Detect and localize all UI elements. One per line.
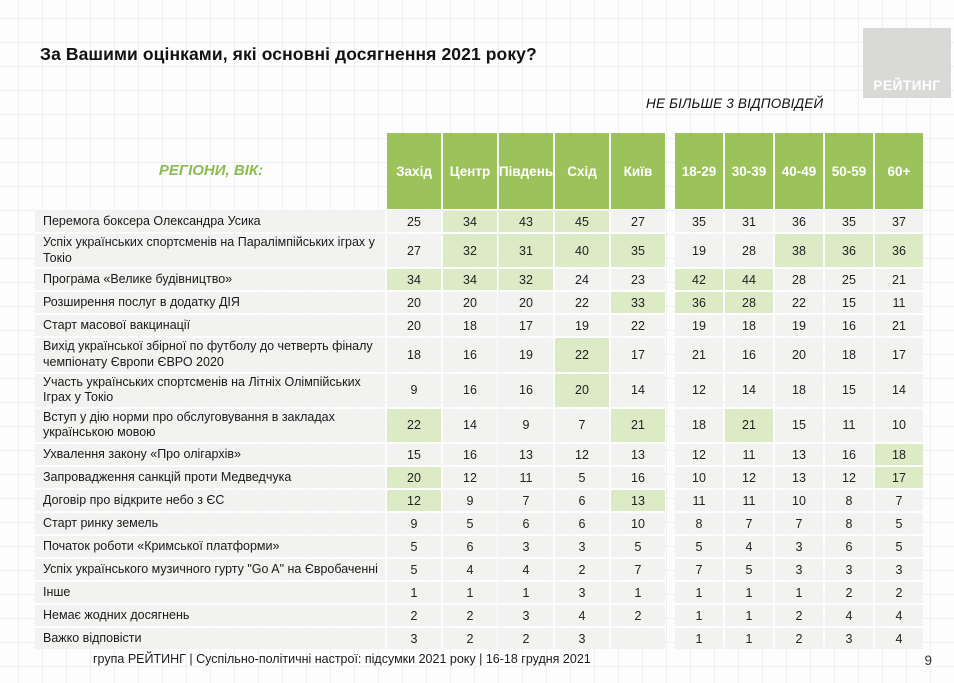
value-cell: 15 [825, 292, 873, 313]
row-label: Запровадження санкцій проти Медведчука [35, 467, 385, 488]
value-cell: 12 [555, 444, 609, 465]
rating-logo [863, 28, 951, 98]
value-cell: 3 [825, 628, 873, 649]
row-label: Успіх українського музичного гурту "Go A" на Євробаченні [35, 559, 385, 580]
value-cell: 20 [499, 292, 553, 313]
table-row [35, 374, 923, 407]
value-cell: 36 [825, 234, 873, 267]
column-group-gap [667, 269, 673, 290]
column-group-gap [667, 133, 673, 209]
value-cell: 4 [443, 559, 497, 580]
value-cell: 3 [775, 559, 823, 580]
value-cell: 34 [443, 211, 497, 232]
value-cell: 7 [675, 559, 723, 580]
value-cell: 2 [775, 605, 823, 626]
column-header: Південь [499, 133, 553, 209]
value-cell: 6 [825, 536, 873, 557]
value-cell: 9 [443, 490, 497, 511]
value-cell: 7 [555, 409, 609, 442]
table-row [35, 211, 923, 232]
column-header: Київ [611, 133, 665, 209]
value-cell: 22 [775, 292, 823, 313]
value-cell: 31 [499, 234, 553, 267]
value-cell: 5 [875, 536, 923, 557]
value-cell: 27 [611, 211, 665, 232]
value-cell: 19 [675, 234, 723, 267]
value-cell: 27 [387, 234, 441, 267]
row-label: Ухвалення закону «Про олігархів» [35, 444, 385, 465]
table-row [35, 490, 923, 511]
value-cell: 11 [675, 490, 723, 511]
value-cell: 20 [555, 374, 609, 407]
column-group-gap [667, 409, 673, 442]
value-cell: 14 [443, 409, 497, 442]
value-cell: 5 [875, 513, 923, 534]
value-cell: 11 [825, 409, 873, 442]
page-number: 9 [924, 653, 932, 668]
table-row [35, 315, 923, 336]
value-cell: 14 [725, 374, 773, 407]
row-label: Вступ у дію норми про обслуговування в закладах українською мовою [35, 409, 385, 442]
table-row [35, 234, 923, 267]
table-row [35, 559, 923, 580]
table-row [35, 338, 923, 371]
rating-logo-text: РЕЙТИНГ [873, 78, 941, 93]
column-group-gap [667, 513, 673, 534]
value-cell: 11 [725, 490, 773, 511]
value-cell: 21 [675, 338, 723, 371]
value-cell: 21 [875, 269, 923, 290]
value-cell: 10 [775, 490, 823, 511]
value-cell: 28 [725, 292, 773, 313]
value-cell: 14 [875, 374, 923, 407]
value-cell: 40 [555, 234, 609, 267]
value-cell: 45 [555, 211, 609, 232]
value-cell: 5 [725, 559, 773, 580]
value-cell: 22 [555, 292, 609, 313]
column-group-gap [667, 490, 673, 511]
table-row [35, 513, 923, 534]
value-cell: 12 [725, 467, 773, 488]
value-cell: 2 [499, 628, 553, 649]
value-cell: 17 [499, 315, 553, 336]
value-cell: 28 [725, 234, 773, 267]
value-cell: 13 [775, 467, 823, 488]
row-label: Програма «Велике будівництво» [35, 269, 385, 290]
value-cell: 20 [443, 292, 497, 313]
results-table [35, 133, 923, 649]
value-cell: 17 [611, 338, 665, 371]
row-label: Вихід української збірної по футболу до четверть фіналу чемпіонату Європи ЄВРО 2020 [35, 338, 385, 371]
table-row [35, 444, 923, 465]
answers-limit-note: НЕ БІЛЬШЕ 3 ВІДПОВІДЕЙ [646, 96, 824, 111]
row-label: Старт масової вакцинації [35, 315, 385, 336]
row-label: Початок роботи «Кримської платформи» [35, 536, 385, 557]
value-cell: 7 [775, 513, 823, 534]
value-cell: 34 [443, 269, 497, 290]
row-label: Перемога боксера Олександра Усика [35, 211, 385, 232]
value-cell: 12 [675, 374, 723, 407]
column-header: Центр [443, 133, 497, 209]
value-cell: 1 [611, 582, 665, 603]
value-cell: 10 [611, 513, 665, 534]
value-cell: 13 [775, 444, 823, 465]
value-cell: 15 [825, 374, 873, 407]
value-cell: 15 [387, 444, 441, 465]
table-row [35, 467, 923, 488]
column-header: 50-59 [825, 133, 873, 209]
value-cell: 12 [675, 444, 723, 465]
value-cell: 32 [443, 234, 497, 267]
value-cell: 37 [875, 211, 923, 232]
value-cell: 23 [611, 269, 665, 290]
table-row [35, 292, 923, 313]
table-row [35, 582, 923, 603]
value-cell: 1 [443, 582, 497, 603]
value-cell: 1 [675, 582, 723, 603]
footer-text: група РЕЙТИНГ | Суспільно-політичні настрої: підсумки 2021 року | 16-18 грудня 2021 [93, 652, 591, 666]
value-cell: 12 [825, 467, 873, 488]
value-cell: 3 [825, 559, 873, 580]
value-cell: 8 [675, 513, 723, 534]
value-cell: 17 [875, 467, 923, 488]
value-cell: 31 [725, 211, 773, 232]
row-label: Успіх українських спортсменів на Паралімпійських іграх у Токіо [35, 234, 385, 267]
value-cell: 44 [725, 269, 773, 290]
value-cell: 42 [675, 269, 723, 290]
table-header-row [35, 133, 923, 209]
value-cell: 1 [675, 605, 723, 626]
value-cell: 5 [555, 467, 609, 488]
value-cell: 20 [775, 338, 823, 371]
value-cell: 18 [725, 315, 773, 336]
value-cell: 18 [775, 374, 823, 407]
value-cell: 2 [443, 605, 497, 626]
value-cell: 16 [499, 374, 553, 407]
row-label: Старт ринку земель [35, 513, 385, 534]
value-cell: 3 [555, 536, 609, 557]
row-label: Участь українських спортсменів на Літніх Олімпійських Іграх у Токіо [35, 374, 385, 407]
table-row [35, 409, 923, 442]
column-group-gap [667, 211, 673, 232]
column-group-gap [667, 605, 673, 626]
value-cell: 18 [387, 338, 441, 371]
value-cell: 5 [443, 513, 497, 534]
value-cell: 6 [443, 536, 497, 557]
value-cell: 6 [499, 513, 553, 534]
value-cell: 3 [387, 628, 441, 649]
page-title: За Вашими оцінками, які основні досягнення 2021 року? [40, 44, 537, 64]
value-cell: 34 [387, 269, 441, 290]
column-group-gap [667, 582, 673, 603]
value-cell: 3 [775, 536, 823, 557]
value-cell: 2 [555, 559, 609, 580]
value-cell: 1 [675, 628, 723, 649]
value-cell: 16 [443, 374, 497, 407]
table-row [35, 605, 923, 626]
column-header: 18-29 [675, 133, 723, 209]
value-cell: 25 [387, 211, 441, 232]
value-cell: 9 [499, 409, 553, 442]
column-header: Схід [555, 133, 609, 209]
value-cell: 4 [825, 605, 873, 626]
value-cell: 25 [825, 269, 873, 290]
value-cell: 7 [611, 559, 665, 580]
column-group-gap [667, 315, 673, 336]
value-cell: 5 [387, 536, 441, 557]
value-cell: 2 [611, 605, 665, 626]
value-cell: 3 [875, 559, 923, 580]
value-cell: 16 [825, 315, 873, 336]
value-cell: 36 [875, 234, 923, 267]
value-cell: 8 [825, 490, 873, 511]
value-cell: 3 [555, 628, 609, 649]
value-cell: 1 [725, 582, 773, 603]
value-cell: 10 [675, 467, 723, 488]
value-cell: 3 [499, 605, 553, 626]
value-cell: 7 [725, 513, 773, 534]
value-cell: 16 [725, 338, 773, 371]
value-cell: 16 [825, 444, 873, 465]
value-cell: 20 [387, 292, 441, 313]
value-cell: 11 [725, 444, 773, 465]
table-row [35, 536, 923, 557]
column-header: Захід [387, 133, 441, 209]
value-cell: 17 [875, 338, 923, 371]
value-cell: 20 [387, 315, 441, 336]
column-group-gap [667, 234, 673, 267]
value-cell: 24 [555, 269, 609, 290]
value-cell: 18 [675, 409, 723, 442]
value-cell [611, 628, 665, 649]
row-label: Інше [35, 582, 385, 603]
value-cell: 36 [675, 292, 723, 313]
column-group-gap [667, 444, 673, 465]
value-cell: 21 [875, 315, 923, 336]
value-cell: 2 [875, 582, 923, 603]
value-cell: 1 [775, 582, 823, 603]
column-group-gap [667, 628, 673, 649]
table-row [35, 269, 923, 290]
value-cell: 5 [387, 559, 441, 580]
value-cell: 9 [387, 374, 441, 407]
value-cell: 4 [555, 605, 609, 626]
value-cell: 8 [825, 513, 873, 534]
value-cell: 10 [875, 409, 923, 442]
value-cell: 16 [443, 338, 497, 371]
row-label: Важко відповісти [35, 628, 385, 649]
value-cell: 13 [611, 444, 665, 465]
value-cell: 5 [675, 536, 723, 557]
value-cell: 19 [555, 315, 609, 336]
value-cell: 22 [611, 315, 665, 336]
value-cell: 7 [875, 490, 923, 511]
value-cell: 18 [443, 315, 497, 336]
column-group-gap [667, 338, 673, 371]
value-cell: 14 [611, 374, 665, 407]
value-cell: 22 [387, 409, 441, 442]
value-cell: 9 [387, 513, 441, 534]
value-cell: 16 [443, 444, 497, 465]
value-cell: 16 [611, 467, 665, 488]
column-header: 40-49 [775, 133, 823, 209]
value-cell: 36 [775, 211, 823, 232]
value-cell: 1 [725, 628, 773, 649]
value-cell: 33 [611, 292, 665, 313]
row-label: Договір про відкрите небо з ЄС [35, 490, 385, 511]
column-group-gap [667, 467, 673, 488]
value-cell: 43 [499, 211, 553, 232]
row-label: Розширення послуг в додатку ДІЯ [35, 292, 385, 313]
value-cell: 11 [499, 467, 553, 488]
value-cell: 13 [611, 490, 665, 511]
value-cell: 13 [499, 444, 553, 465]
value-cell: 19 [675, 315, 723, 336]
value-cell: 20 [387, 467, 441, 488]
value-cell: 12 [387, 490, 441, 511]
value-cell: 15 [775, 409, 823, 442]
value-cell: 12 [443, 467, 497, 488]
value-cell: 6 [555, 490, 609, 511]
value-cell: 2 [443, 628, 497, 649]
value-cell: 35 [675, 211, 723, 232]
value-cell: 22 [555, 338, 609, 371]
value-cell: 21 [725, 409, 773, 442]
value-cell: 5 [611, 536, 665, 557]
value-cell: 35 [825, 211, 873, 232]
value-cell: 2 [775, 628, 823, 649]
value-cell: 1 [499, 582, 553, 603]
value-cell: 18 [875, 444, 923, 465]
value-cell: 32 [499, 269, 553, 290]
value-cell: 18 [825, 338, 873, 371]
value-cell: 21 [611, 409, 665, 442]
value-cell: 2 [387, 605, 441, 626]
column-header: 30-39 [725, 133, 773, 209]
value-cell: 19 [499, 338, 553, 371]
value-cell: 2 [825, 582, 873, 603]
value-cell: 4 [875, 605, 923, 626]
column-group-gap [667, 292, 673, 313]
column-group-gap [667, 559, 673, 580]
value-cell: 28 [775, 269, 823, 290]
value-cell: 1 [725, 605, 773, 626]
value-cell: 19 [775, 315, 823, 336]
value-cell: 11 [875, 292, 923, 313]
value-cell: 6 [555, 513, 609, 534]
column-group-gap [667, 374, 673, 407]
table-row [35, 628, 923, 649]
value-cell: 3 [555, 582, 609, 603]
value-cell: 7 [499, 490, 553, 511]
value-cell: 1 [387, 582, 441, 603]
column-group-gap [667, 536, 673, 557]
value-cell: 3 [499, 536, 553, 557]
value-cell: 35 [611, 234, 665, 267]
value-cell: 38 [775, 234, 823, 267]
value-cell: 4 [725, 536, 773, 557]
value-cell: 4 [499, 559, 553, 580]
column-header: 60+ [875, 133, 923, 209]
row-label: Немає жодних досягнень [35, 605, 385, 626]
corner-label: РЕГІОНИ, ВІК: [158, 161, 264, 179]
value-cell: 4 [875, 628, 923, 649]
